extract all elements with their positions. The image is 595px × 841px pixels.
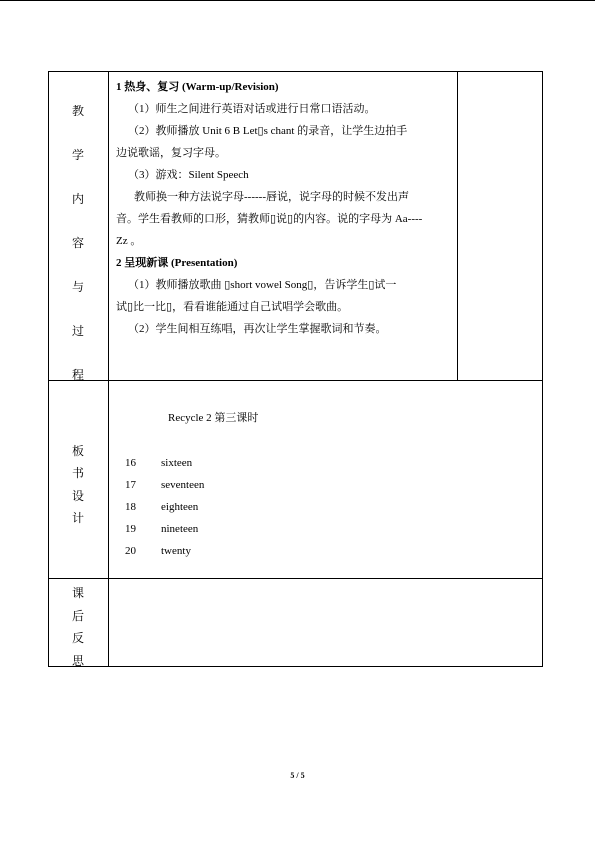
number: 17 bbox=[125, 479, 136, 491]
content-line: Zz 。 bbox=[116, 235, 142, 247]
board-label-char: 设 bbox=[71, 489, 84, 503]
number-row bbox=[125, 544, 191, 558]
number-row bbox=[125, 456, 192, 470]
table-border-bottom bbox=[48, 666, 543, 667]
content-line: 音。学生看教师的口形，猜教师▯说▯的内容。说的字母为 Aa---- bbox=[116, 213, 423, 225]
reflection-label-char: 反 bbox=[71, 631, 84, 645]
process-label-char: 容 bbox=[71, 236, 84, 250]
content-line: （1）师生之间进行英语对话或进行日常口语活动。 bbox=[128, 103, 376, 115]
number-word: seventeen bbox=[161, 479, 205, 491]
page-number: 5 / 5 bbox=[290, 771, 305, 780]
content-line: （2）学生间相互练唱，再次让学生掌握歌词和节奏。 bbox=[128, 323, 387, 335]
number-word: sixteen bbox=[161, 457, 193, 469]
number: 20 bbox=[125, 545, 136, 557]
number: 18 bbox=[125, 501, 136, 513]
reflection-label-char: 课 bbox=[71, 586, 84, 600]
row-divider-2 bbox=[48, 578, 543, 579]
process-label-char: 内 bbox=[71, 192, 84, 206]
content-line: （2）教师播放 Unit 6 B Let▯s chant 的录音，让学生边拍手 bbox=[128, 125, 408, 137]
page-top-rule bbox=[0, 0, 595, 1]
lesson-plan-table bbox=[48, 71, 543, 667]
content-line: 教师换一种方法说字母------唇说，说字母的时候不发出声 bbox=[134, 191, 409, 203]
number-row bbox=[125, 478, 204, 492]
board-label-char: 板 bbox=[71, 444, 84, 458]
process-label-char: 学 bbox=[71, 148, 84, 162]
number: 16 bbox=[125, 457, 136, 469]
content-line: （1）教师播放歌曲 ▯short vowel Song▯，告诉学生▯试一 bbox=[128, 279, 397, 291]
content-line: （3）游戏：Silent Speech bbox=[128, 169, 249, 181]
content-line: 试▯比一比▯，看看谁能通过自己试唱学会歌曲。 bbox=[116, 301, 349, 313]
number: 19 bbox=[125, 523, 136, 535]
number-word: nineteen bbox=[161, 523, 199, 535]
content-line: 边说歌谣，复习字母。 bbox=[116, 147, 226, 159]
board-label-char: 书 bbox=[71, 466, 84, 480]
warmup-heading: 1 热身、复习 (Warm-up/Revision) bbox=[116, 81, 279, 93]
board-title: Recycle 2 第三课时 bbox=[168, 412, 259, 424]
number-row bbox=[125, 522, 198, 536]
number-word: eighteen bbox=[161, 501, 199, 513]
reflection-label-char: 思 bbox=[71, 654, 84, 668]
process-content bbox=[116, 76, 422, 340]
number-row bbox=[125, 500, 198, 514]
process-label-char: 过 bbox=[71, 324, 84, 338]
process-label-char: 教 bbox=[71, 104, 84, 118]
board-label-char: 计 bbox=[71, 511, 84, 525]
table-border-top bbox=[48, 71, 543, 72]
reflection-label-char: 后 bbox=[71, 609, 84, 623]
right-column-divider bbox=[457, 71, 458, 380]
row-divider-1 bbox=[48, 380, 543, 381]
process-label-char: 与 bbox=[71, 280, 84, 294]
presentation-heading: 2 呈现新课 (Presentation) bbox=[116, 257, 238, 269]
number-word: twenty bbox=[161, 545, 191, 557]
process-label-char: 程 bbox=[71, 368, 84, 382]
